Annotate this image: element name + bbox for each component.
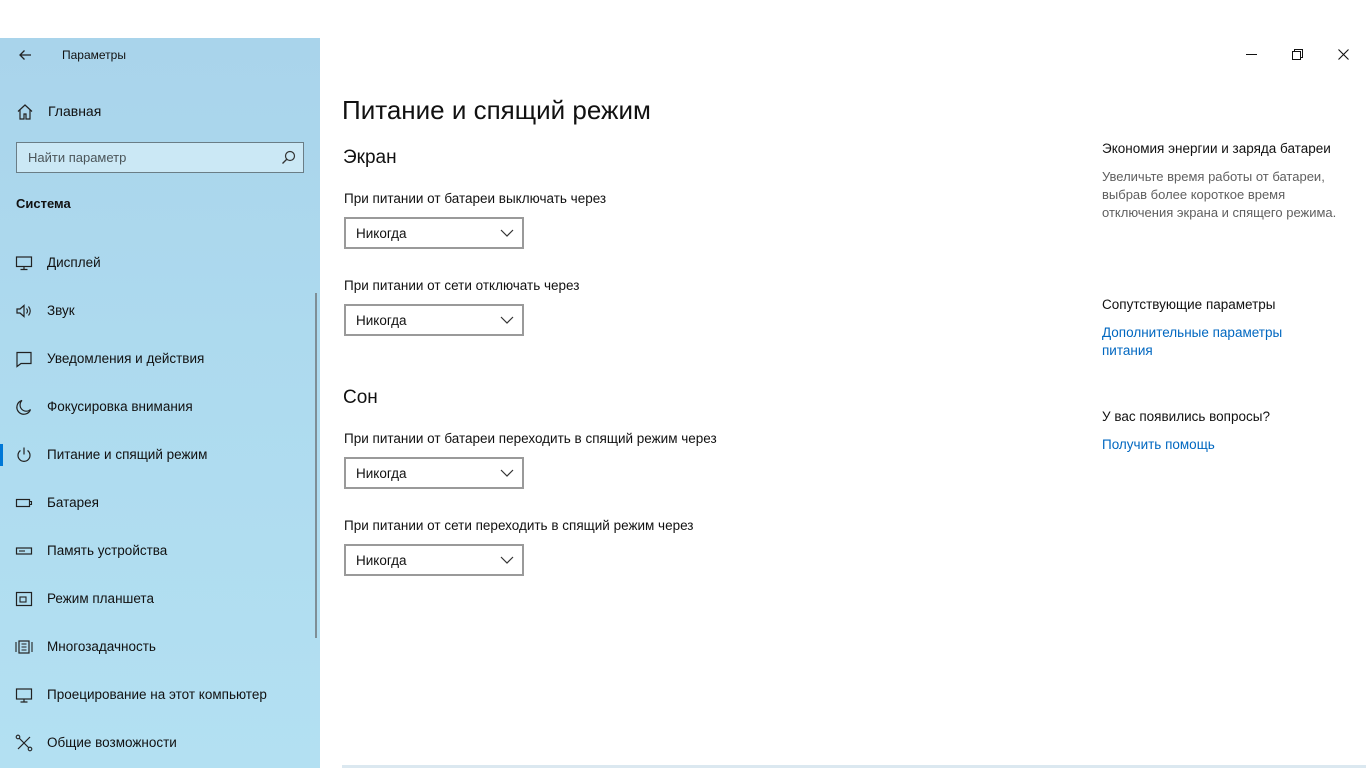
sidebar-item-label: Режим планшета bbox=[47, 591, 154, 606]
sleep-battery-label: При питании от батареи переходить в спящий режим через bbox=[344, 431, 717, 446]
app-title: Параметры bbox=[62, 48, 126, 62]
additional-power-settings-link[interactable]: Дополнительные параметры питания bbox=[1102, 325, 1283, 358]
storage-icon bbox=[15, 542, 33, 560]
power-icon bbox=[15, 446, 33, 464]
notification-icon bbox=[15, 350, 33, 368]
sleep-ac-dropdown[interactable] bbox=[344, 544, 524, 576]
sidebar-item-home[interactable] bbox=[0, 96, 320, 126]
chevron-down-icon bbox=[500, 468, 514, 478]
section-heading-screen: Экран bbox=[343, 147, 397, 168]
sidebar-item-label: Звук bbox=[47, 303, 75, 318]
sidebar-item-label: Многозадачность bbox=[47, 639, 156, 654]
screen-battery-dropdown[interactable] bbox=[344, 217, 524, 249]
page-title: Питание и спящий режим bbox=[342, 95, 651, 125]
dropdown-value: Никогда bbox=[356, 553, 407, 568]
sidebar-item-notifications[interactable] bbox=[0, 335, 314, 383]
search-icon[interactable] bbox=[281, 150, 296, 165]
sidebar-item-battery[interactable] bbox=[0, 479, 314, 527]
aside-heading-related: Сопутствующие параметры bbox=[1102, 297, 1276, 312]
back-arrow-icon bbox=[18, 49, 32, 61]
get-help-link[interactable]: Получить помощь bbox=[1102, 437, 1215, 452]
sidebar-item-tablet-mode[interactable] bbox=[0, 575, 314, 623]
search-box bbox=[16, 142, 304, 173]
sidebar-item-label: Дисплей bbox=[47, 255, 101, 270]
sleep-battery-dropdown[interactable] bbox=[344, 457, 524, 489]
dropdown-value: Никогда bbox=[356, 226, 407, 241]
sidebar-item-storage[interactable] bbox=[0, 527, 314, 575]
search-input[interactable] bbox=[17, 143, 275, 172]
sidebar-item-label: Общие возможности bbox=[47, 735, 177, 750]
monitor-icon bbox=[15, 254, 33, 272]
sidebar-item-label: Батарея bbox=[47, 495, 99, 510]
moon-icon bbox=[15, 398, 33, 416]
sidebar-item-power-sleep[interactable] bbox=[0, 431, 314, 479]
sidebar bbox=[0, 38, 320, 768]
sidebar-item-multitasking[interactable] bbox=[0, 623, 314, 671]
sleep-ac-label: При питании от сети переходить в спящий режим через bbox=[344, 518, 694, 533]
screen-ac-label: При питании от сети отключать через bbox=[344, 278, 580, 293]
title-bar-strip bbox=[0, 0, 1366, 38]
multitask-icon bbox=[15, 638, 33, 656]
dropdown-value: Никогда bbox=[356, 466, 407, 481]
battery-icon bbox=[15, 494, 33, 512]
dropdown-value: Никогда bbox=[356, 313, 407, 328]
sidebar-item-label: Фокусировка внимания bbox=[47, 399, 193, 414]
sidebar-item-label: Питание и спящий режим bbox=[47, 447, 208, 462]
aside-heading-questions: У вас появились вопросы? bbox=[1102, 409, 1270, 424]
sidebar-item-shared-experiences[interactable] bbox=[0, 719, 314, 767]
project-icon bbox=[15, 686, 33, 704]
main-content bbox=[320, 38, 1366, 768]
aside-heading-save: Экономия энергии и заряда батареи bbox=[1102, 141, 1331, 156]
sidebar-item-focus-assist[interactable] bbox=[0, 383, 314, 431]
aside-save-text: Увеличьте время работы от батареи, выбрав более короткое время отключения экрана и спящего режима. bbox=[1102, 169, 1337, 220]
sidebar-item-label: Память устройства bbox=[47, 543, 168, 558]
sidebar-item-projecting[interactable] bbox=[0, 671, 314, 719]
tablet-icon bbox=[15, 590, 33, 608]
chevron-down-icon bbox=[500, 228, 514, 238]
home-icon bbox=[16, 103, 34, 121]
chevron-down-icon bbox=[500, 315, 514, 325]
sidebar-section-label: Система bbox=[16, 196, 71, 211]
sidebar-item-label: Главная bbox=[48, 103, 102, 119]
screen-ac-dropdown[interactable] bbox=[344, 304, 524, 336]
sidebar-item-sound[interactable] bbox=[0, 287, 314, 335]
screen-battery-label: При питании от батареи выключать через bbox=[344, 191, 607, 206]
shared-icon bbox=[15, 734, 33, 752]
sidebar-scrollbar[interactable] bbox=[315, 293, 317, 638]
speaker-icon bbox=[15, 302, 33, 320]
sidebar-item-label: Уведомления и действия bbox=[47, 351, 205, 366]
chevron-down-icon bbox=[500, 555, 514, 565]
back-button[interactable] bbox=[14, 44, 36, 66]
sidebar-nav bbox=[0, 239, 314, 767]
section-heading-sleep: Сон bbox=[343, 387, 378, 408]
sidebar-item-label: Проецирование на этот компьютер bbox=[47, 687, 267, 702]
sidebar-item-display[interactable] bbox=[0, 239, 314, 287]
